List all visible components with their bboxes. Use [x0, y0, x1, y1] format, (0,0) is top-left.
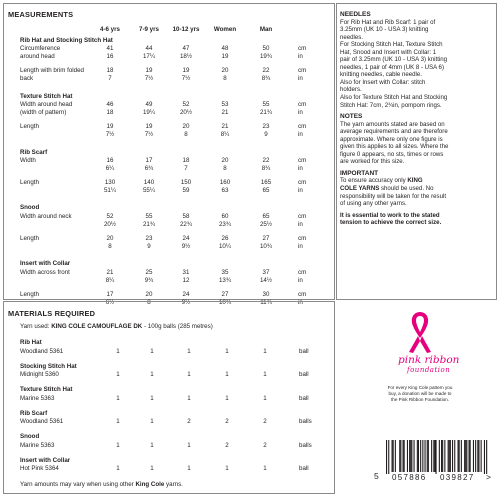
notes-text — [340, 121, 496, 166]
material-ball-count: 1 — [263, 465, 267, 472]
measurement-value-cm: 140 — [143, 178, 155, 186]
measurement-value-in: 18½ — [179, 53, 193, 61]
measurement-value-in: 21¾ — [259, 109, 273, 117]
size-column-header: 4-6 yrs — [100, 26, 120, 33]
measurement-label-cont: (width of pattern) — [20, 109, 67, 117]
measurement-label-cont: back — [20, 75, 34, 83]
barcode-bar — [448, 440, 449, 472]
measurement-value-in: 59 — [182, 186, 190, 194]
measurement-value-cm: 23 — [145, 234, 153, 242]
measurement-value-cm: 47 — [182, 45, 190, 53]
unit-cm: cm — [298, 67, 307, 75]
measurement-value-in: 6¾ — [144, 164, 154, 172]
material-item-name: Insert with Collar — [20, 456, 71, 464]
measurement-value-cm: 31 — [182, 268, 190, 276]
material-ball-count: 2 — [263, 418, 267, 425]
yarn-used-line — [20, 324, 213, 330]
barcode-bar — [431, 440, 432, 472]
needles-line: Hat, Snood and Insert with Collar: 1 — [340, 48, 437, 56]
barcode-bar — [439, 440, 440, 472]
pink-ribbon-foundation: foundation — [407, 366, 451, 374]
measurement-value-in: 13¾ — [218, 276, 232, 284]
materials-title: MATERIALS REQUIRED — [8, 309, 96, 318]
material-shade: Marine 5363 — [20, 441, 55, 449]
notes-line: approximate. Where only one figure is — [340, 135, 443, 143]
measurement-value-cm: 18 — [182, 156, 190, 164]
measurement-value-in: 8 — [184, 131, 188, 139]
barcode-bar — [433, 440, 434, 472]
important-tension-warning — [340, 212, 496, 227]
unit-cm: cm — [298, 101, 307, 109]
measurement-value-in: 55¼ — [142, 186, 156, 194]
notes-line: given this applies to all sizes. Where the — [340, 143, 449, 151]
material-item-name: Rib Hat — [20, 339, 42, 346]
notes-line: figure 0 appears, no sts, times or rows — [340, 150, 444, 158]
important-line: responsibility will be taken for the result — [340, 192, 447, 200]
barcode-bar — [461, 440, 462, 472]
measurement-value-cm: 20 — [221, 67, 229, 75]
barcode-bar — [386, 440, 387, 474]
caption-line: the Pink Ribbon Foundation. — [391, 397, 449, 402]
measurement-value-in: 9½ — [181, 242, 191, 250]
barcode-bar — [420, 440, 421, 472]
measurement-value-in: 10¾ — [259, 242, 273, 250]
material-unit: ball — [299, 465, 309, 472]
barcode-bar — [427, 440, 428, 472]
yarn-used-prefix: Yarn used: — [20, 323, 52, 330]
measurement-value-in: 8 — [147, 298, 151, 306]
notes-line: average requirements and are therefore — [340, 128, 448, 136]
measurement-value-in: 19 — [221, 53, 229, 61]
measurement-label: Width around head — [20, 101, 73, 109]
measurement-value-in: 6¼ — [105, 164, 115, 172]
unit-cm: cm — [298, 212, 307, 220]
measurement-value-in: 20½ — [103, 220, 117, 228]
measurement-value-in: 25½ — [259, 220, 273, 228]
measurement-value-cm: 17 — [106, 290, 114, 298]
caption-line: For every King Cole pattern you — [387, 385, 453, 390]
measurement-value-in: 7½ — [144, 131, 154, 139]
measurement-value-cm: 20 — [182, 123, 190, 131]
barcode-digit-lead: 5 — [374, 471, 379, 481]
unit-cm: cm — [298, 290, 307, 298]
material-ball-count: 1 — [150, 441, 154, 449]
measurement-value-in: 65 — [262, 186, 270, 194]
needles-line: Also for Texture Stitch Hat and Stocking — [340, 94, 448, 102]
material-ball-count: 1 — [225, 394, 229, 402]
needles-line: pair of 3.25mm (UK 10 - USA 3) knitting — [340, 56, 448, 64]
material-shade: Hot Pink 5364 — [20, 465, 59, 472]
brand-cole-yarns: COLE YARNS — [340, 185, 380, 193]
measurement-value-cm: 55 — [145, 212, 153, 220]
barcode-bar — [450, 440, 451, 472]
unit-in: in — [298, 220, 303, 228]
unit-in: in — [298, 75, 303, 83]
barcode-bar — [425, 440, 426, 472]
barcode-bar — [486, 440, 487, 474]
measurement-value-cm: 52 — [106, 212, 114, 220]
measurement-value-cm: 130 — [104, 178, 116, 186]
barcode-bar — [477, 440, 478, 472]
notes-line: The yarn amounts stated are based on — [340, 120, 445, 128]
barcode-bar — [422, 440, 423, 472]
barcode-bar — [442, 440, 443, 472]
measurement-value-cm: 44 — [145, 45, 153, 53]
brand-king: KING — [407, 177, 423, 185]
unit-in: in — [298, 164, 303, 172]
material-ball-count: 2 — [225, 418, 229, 425]
material-ball-count: 1 — [263, 347, 267, 355]
barcode-bar — [417, 440, 418, 472]
measurement-value-in: 7 — [108, 75, 112, 83]
measurement-value-cm: 41 — [106, 45, 114, 53]
measurement-section-heading: Rib Hat and Stocking Stitch Hat — [20, 37, 113, 44]
measurement-value-in: 12 — [182, 276, 190, 284]
material-shade: Marine 5363 — [20, 394, 55, 402]
measurement-value-in: 8 — [223, 75, 227, 83]
barcode-bar — [465, 440, 466, 472]
material-unit: ball — [299, 394, 309, 402]
barcode-digits-left: 057886 — [392, 473, 427, 482]
measurement-label: Length — [20, 178, 39, 186]
measurement-value-cm: 23 — [262, 123, 270, 131]
barcode-bar — [434, 440, 435, 472]
measurement-value-in: 14½ — [259, 276, 273, 284]
measurement-value-cm: 49 — [145, 101, 153, 109]
barcode-bars — [382, 440, 492, 474]
barcode-bar — [418, 440, 419, 472]
material-ball-count: 1 — [187, 465, 191, 472]
material-item-name: Rib Scarf — [20, 409, 48, 417]
barcode-bar — [444, 440, 445, 472]
measurement-value-in: 7½ — [181, 75, 191, 83]
barcode-digits-right: 039827 — [440, 473, 475, 482]
material-unit: ball — [299, 371, 309, 378]
measurements-title: MEASUREMENTS — [8, 10, 74, 19]
unit-cm: cm — [298, 268, 307, 276]
barcode-bar — [411, 440, 412, 472]
measurement-value-in: 18 — [106, 109, 114, 117]
footnote-brand: King Cole — [135, 481, 165, 488]
material-shade: Woodland 5361 — [20, 347, 64, 355]
measurement-value-cm: 27 — [221, 290, 229, 298]
measurement-value-cm: 60 — [221, 212, 229, 220]
size-column-header: Women — [213, 26, 237, 33]
measurement-value-cm: 52 — [182, 101, 190, 109]
barcode-arrow: > — [486, 472, 491, 482]
material-shade: Woodland 5361 — [20, 418, 64, 425]
measurement-label: Length — [20, 290, 39, 298]
measurement-value-cm: 35 — [221, 268, 229, 276]
measurement-value-in: 20½ — [179, 109, 193, 117]
material-ball-count: 1 — [225, 465, 229, 472]
barcode-bar — [393, 440, 394, 472]
material-item-name: Texture Stitch Hat — [20, 386, 73, 393]
measurement-value-in: 8¼ — [105, 276, 115, 284]
material-ball-count: 1 — [187, 371, 191, 378]
needles-line: For Stocking Stitch Hat, Texture Stitch — [340, 41, 443, 49]
needles-line: For Rib Hat and Rib Scarf: 1 pair of — [340, 18, 436, 26]
measurement-value-cm: 53 — [221, 101, 229, 109]
needles-line: 3.25mm (UK 10 - USA 3) knitting — [340, 26, 429, 34]
measurement-value-in: 7 — [184, 164, 188, 172]
measurement-value-cm: 55 — [262, 101, 270, 109]
measurement-label: Width across front — [20, 268, 70, 276]
measurement-value-in: 9¾ — [144, 276, 154, 284]
unit-cm: cm — [298, 156, 307, 164]
needles-line: Stitch Hat: 7cm, 2¾in, pompom rings. — [340, 101, 442, 109]
measurement-value-in: 63 — [221, 186, 229, 194]
measurement-value-in: 8¾ — [261, 164, 271, 172]
measurement-value-cm: 20 — [221, 156, 229, 164]
important-line: of using any other yarns. — [340, 200, 407, 208]
needles-line: needles. — [340, 33, 364, 41]
important-text — [340, 193, 496, 208]
material-ball-count: 1 — [187, 441, 191, 449]
barcode-bar — [410, 440, 411, 472]
measurement-label: Circumference — [20, 45, 61, 53]
barcode-bar — [404, 440, 405, 472]
measurement-section-heading: Texture Stitch Hat — [20, 92, 73, 100]
unit-cm: cm — [298, 234, 307, 242]
barcode-bar — [470, 440, 471, 472]
barcode-bar — [475, 440, 476, 472]
measurement-section-heading: Rib Scarf — [20, 148, 48, 156]
unit-in: in — [298, 242, 303, 250]
measurement-value-cm: 25 — [145, 268, 153, 276]
material-unit: balls — [299, 441, 312, 449]
measurement-value-in: 8 — [108, 242, 112, 250]
barcode-bar — [441, 440, 442, 472]
measurement-value-cm: 26 — [221, 234, 229, 242]
footnote-prefix: Yarn amounts may vary when using other — [20, 481, 136, 488]
barcode-bar — [414, 440, 415, 472]
measurement-value-in: 7½ — [144, 75, 154, 83]
barcode-bar — [473, 440, 474, 472]
measurement-value-in: 19¼ — [142, 109, 156, 117]
measurement-value-in: 11¾ — [260, 298, 272, 306]
measurement-label: Width — [20, 156, 36, 164]
barcode-bar — [400, 440, 401, 472]
unit-in: in — [298, 276, 303, 284]
yarn-used-suffix: - 100g balls (285 metres) — [142, 323, 213, 330]
measurement-label-cont: around head — [20, 53, 55, 61]
measurement-value-in: 19¾ — [259, 53, 273, 61]
material-ball-count: 2 — [225, 441, 229, 449]
measurement-section-heading: Insert with Collar — [20, 260, 71, 268]
material-ball-count: 1 — [116, 441, 120, 449]
barcode-bar — [388, 440, 389, 474]
material-item-name: Snood — [20, 433, 40, 440]
unit-in: in — [298, 53, 303, 61]
caption-line: buy, a donation will be made to — [388, 391, 452, 396]
material-ball-count: 1 — [187, 394, 191, 402]
barcode-bar — [452, 440, 453, 472]
unit-cm: cm — [298, 123, 307, 131]
material-ball-count: 1 — [116, 465, 120, 472]
barcode-bar — [466, 440, 467, 472]
barcode-bar — [484, 440, 485, 474]
barcode-bar — [395, 440, 396, 472]
barcode-bar — [403, 440, 404, 472]
barcode-bar — [458, 440, 459, 472]
material-ball-count: 1 — [263, 371, 267, 378]
pink-ribbon-caption — [350, 385, 490, 403]
measurement-value-cm: 58 — [182, 212, 190, 220]
barcode-bar — [409, 440, 410, 472]
unit-in: in — [298, 298, 303, 306]
important-line-1: To ensure accuracy only KING — [340, 177, 423, 185]
material-ball-count: 1 — [150, 418, 154, 425]
size-column-header: Man — [259, 26, 273, 33]
measurement-value-in: 22¾ — [179, 220, 193, 228]
measurement-value-in: 10¾ — [218, 298, 232, 306]
measurement-value-cm: 50 — [262, 45, 270, 53]
unit-in: in — [298, 186, 303, 194]
measurement-value-cm: 22 — [262, 67, 270, 75]
measurement-value-cm: 22 — [262, 156, 270, 164]
barcode-bar — [481, 440, 482, 472]
measurement-section-heading: Snood — [20, 204, 40, 212]
barcode-bar — [459, 440, 460, 472]
barcode-bar — [428, 440, 429, 472]
barcode-bar — [478, 440, 479, 472]
measurement-value-cm: 165 — [260, 178, 272, 186]
measurement-value-cm: 21 — [106, 268, 114, 276]
measurement-value-cm: 17 — [145, 156, 153, 164]
barcode-bar — [407, 440, 408, 472]
barcode-bar — [464, 440, 465, 472]
measurement-value-cm: 16 — [106, 156, 114, 164]
measurement-value-cm: 24 — [182, 290, 190, 298]
barcode-bar — [449, 440, 450, 472]
barcode-bar — [436, 440, 437, 474]
needles-title: NEEDLES — [340, 11, 371, 18]
measurement-value-cm: 19 — [145, 67, 153, 75]
measurement-value-cm: 20 — [106, 234, 114, 242]
material-ball-count: 1 — [150, 465, 154, 472]
material-ball-count: 2 — [187, 418, 191, 425]
material-ball-count: 1 — [116, 347, 120, 355]
size-column-header: 7-9 yrs — [139, 26, 159, 33]
material-ball-count: 1 — [150, 394, 154, 402]
measurement-label: Length — [20, 234, 39, 242]
measurement-label: Width around neck — [20, 212, 72, 220]
measurement-value-in: 17¼ — [142, 53, 156, 61]
size-column-header: 10-12 yrs — [172, 26, 200, 33]
yarn-name: KING COLE CAMOUFLAGE DK — [51, 323, 143, 330]
measurement-value-in: 16 — [106, 53, 114, 61]
notes-title: NOTES — [340, 113, 363, 121]
notes-line: are worked for this size. — [340, 158, 405, 166]
important-line-2: COLE YARNS should be used. No — [340, 185, 434, 193]
material-ball-count: 1 — [225, 371, 229, 378]
measurement-value-in: 8¾ — [261, 75, 271, 83]
measurement-value-cm: 46 — [106, 101, 114, 109]
measurement-value-cm: 19 — [106, 123, 114, 131]
measurement-value-in: 51¼ — [103, 186, 117, 194]
important-bold-line: tension to achieve the correct size. — [340, 219, 442, 227]
material-ball-count: 2 — [263, 441, 267, 449]
important-title: IMPORTANT — [340, 169, 379, 177]
pink-ribbon-wordmark: pink ribbon — [398, 354, 460, 366]
measurement-value-in: 8¼ — [220, 131, 230, 139]
materials-footnote — [20, 482, 183, 488]
measurement-value-cm: 65 — [262, 212, 270, 220]
needles-line: knitting needles, cable needle. — [340, 71, 422, 79]
measurement-value-cm: 30 — [262, 290, 270, 298]
measurement-value-in: 21¾ — [142, 220, 156, 228]
measurement-value-cm: 18 — [106, 67, 114, 75]
material-shade: Midnight 5360 — [20, 371, 59, 378]
measurement-value-in: 9½ — [181, 298, 191, 306]
barcode — [374, 440, 492, 482]
measurement-value-cm: 27 — [262, 234, 270, 242]
needles-text — [340, 19, 496, 110]
material-ball-count: 1 — [150, 347, 154, 355]
measurement-value-cm: 20 — [145, 290, 153, 298]
measurement-value-in: 6½ — [105, 298, 115, 306]
needles-line: Also for Insert with Collar: stitch — [340, 78, 426, 86]
measurement-value-in: 10¼ — [218, 242, 232, 250]
material-ball-count: 1 — [116, 371, 120, 378]
barcode-bar — [469, 440, 470, 472]
measurement-label: Length — [20, 123, 39, 131]
measurement-value-in: 23¾ — [218, 220, 232, 228]
measurement-value-in: 21 — [221, 109, 229, 117]
footnote-suffix: yarns. — [164, 481, 183, 488]
needles-line: needles, 1 pair of 4mm (UK 8 - USA 6) — [340, 63, 444, 71]
material-ball-count: 1 — [116, 418, 120, 425]
barcode-bar — [454, 440, 455, 472]
material-ball-count: 1 — [263, 394, 267, 402]
measurement-value-cm: 150 — [180, 178, 192, 186]
important-bold-line: It is essential to work to the stated — [340, 211, 440, 219]
measurement-value-cm: 24 — [182, 234, 190, 242]
needles-line: holders. — [340, 86, 362, 94]
measurement-value-cm: 160 — [219, 178, 231, 186]
unit-in: in — [298, 131, 303, 139]
measurement-value-cm: 19 — [145, 123, 153, 131]
measurement-value-cm: 21 — [221, 123, 229, 131]
measurement-value-cm: 19 — [182, 67, 190, 75]
measurement-value-in: 8 — [223, 164, 227, 172]
unit-cm: cm — [298, 45, 307, 53]
material-ball-count: 1 — [150, 371, 154, 378]
material-ball-count: 1 — [116, 394, 120, 402]
measurement-label: Length with brim folded — [20, 67, 84, 75]
unit-in: in — [298, 109, 303, 117]
info-column — [340, 11, 496, 227]
material-ball-count: 1 — [187, 347, 191, 355]
material-unit: ball — [299, 347, 309, 355]
measurement-value-in: 9 — [264, 131, 268, 139]
barcode-bar — [392, 440, 393, 472]
barcode-bar — [399, 440, 400, 472]
unit-cm: cm — [298, 178, 307, 186]
measurement-value-cm: 48 — [221, 45, 229, 53]
material-item-name: Stocking Stitch Hat — [20, 362, 77, 370]
measurement-value-in: 7½ — [105, 131, 115, 139]
material-unit: balls — [299, 418, 312, 425]
measurement-value-in: 9 — [147, 242, 151, 250]
material-ball-count: 1 — [225, 347, 229, 355]
measurement-value-cm: 37 — [262, 268, 270, 276]
